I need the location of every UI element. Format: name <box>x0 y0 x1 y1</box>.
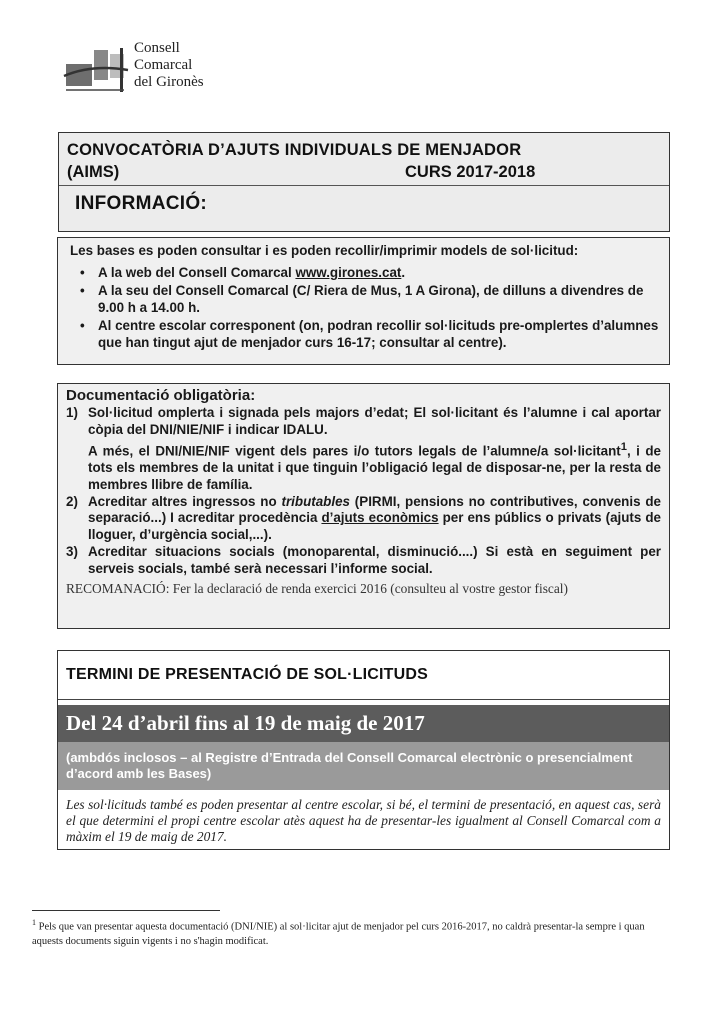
economic-aid-link[interactable]: d’ajuts econòmics <box>321 510 439 526</box>
deadline-dates: Del 24 d’abril fins al 19 de maig de 2017 <box>58 705 669 742</box>
title-divider <box>59 185 669 186</box>
council-logo-text <box>134 40 204 91</box>
deadline-note: Les sol·licituds també es poden presentar al centre escolar, si bé, el termini de presentació, en aquest cas, serà el que determini el propi centre escolar atès aquest ha de presentar-les igualment al Consell Comarcal com a màxim el 19 de maig de 2017. <box>66 797 661 844</box>
logo-line-1: Consell <box>134 40 180 56</box>
info-item-web-prefix: A la web del Consell Comarcal <box>98 265 296 280</box>
documentation-list <box>66 405 661 577</box>
info-list <box>66 264 661 351</box>
documentation-item-2-text-c: per ens públics o privats (ajuts de lloguer, d’urgència social,...). <box>88 510 661 542</box>
info-item-web-suffix: . <box>401 265 406 280</box>
info-item-school: • Al centre escolar corresponent (on, podran recollir sol·licituds pre-omplertes d’alumnes que han tingut ajut de menjador curs 16-17; consultar al centre). <box>66 317 661 351</box>
documentation-title: Documentació obligatòria: <box>66 387 256 404</box>
documentation-item-1 <box>66 405 661 438</box>
documentation-box <box>57 383 670 629</box>
documentation-item-2 <box>66 494 661 543</box>
documentation-item-3-text: Acreditar situacions socials (monoparental, disminució....) Si està en seguiment per serveis socials, també serà necessari l’informe social. <box>88 544 661 576</box>
info-item-web <box>66 264 661 281</box>
footnote-reference: 1 <box>620 441 627 454</box>
logo-line-3: del Gironès <box>134 74 204 90</box>
info-heading: INFORMACIÓ: <box>75 193 208 214</box>
documentation-item-2-text-a: Acreditar altres ingressos no <box>88 493 282 509</box>
documentation-item-1b-text-b: , i de tots els membres de la unitat i que tinguin l’obligació legal de disposar-ne, per la resta de membres llibre de família. <box>88 443 662 492</box>
info-item-office: • A la seu del Consell Comarcal (C/ Riera de Mus, 1 A Girona), de dilluns a divendres de 9.00 h a 14.00 h. <box>66 282 661 316</box>
footnote <box>32 916 662 949</box>
council-logo-mark-icon <box>62 46 132 96</box>
documentation-item-2-text-b: (PIRMI, pensions no contributives, convenis de separació...) I acreditar procedència <box>88 493 662 526</box>
documentation-item-1-text: Sol·licitud omplerta i signada pels majors d’edat; El sol·licitant és l’alumne i cal aportar còpia del DNI/NIE/NIF i indicar IDALU. <box>88 405 661 437</box>
info-intro: Les bases es poden consultar i es poden recollir/imprimir models de sol·licitud: <box>70 243 579 258</box>
footnote-rule <box>32 910 220 911</box>
logo-line-2: Comarcal <box>134 57 193 73</box>
deadline-subtitle: (ambdós inclosos – al Registre d’Entrada del Consell Comarcal electrònic o presencialment d’acord amb les Bases) <box>58 742 669 790</box>
documentation-item-2-italic: tributables <box>281 493 350 509</box>
recommendation-text: RECOMANACIÓ: Fer la declaració de renda exercici 2016 (consulteu al vostre gestor fiscal) <box>66 580 568 596</box>
website-link[interactable]: www.girones.cat <box>295 265 402 280</box>
title-aims: (AIMS) <box>67 163 120 181</box>
title-course: CURS 2017-2018 <box>405 163 536 181</box>
title-line-2 <box>67 163 657 182</box>
documentation-item-2-number: 2) <box>66 493 78 509</box>
footnote-marker: 1 <box>32 918 36 927</box>
documentation-item-3 <box>66 544 661 577</box>
documentation-item-1b-text-a: A més, el DNI/NIE/NIF vigent dels pares i/o tutors legals de l’alumne/a sol·licitant <box>88 443 621 459</box>
documentation-item-1b <box>66 439 661 493</box>
documentation-item-1-number: 1) <box>66 405 78 421</box>
deadline-divider <box>58 699 669 700</box>
footnote-text: Pels que van presentar aquesta documentació (DNI/NIE) al sol·licitar ajut de menjador pel curs 2016-2017, no caldrà presentar-la sempre i quan aquests documents siguin vigents i no s'hagin modificat. <box>32 921 645 947</box>
title-line-1: CONVOCATÒRIA D’AJUTS INDIVIDUALS DE MENJADOR <box>67 141 522 159</box>
documentation-item-3-number: 3) <box>66 544 78 560</box>
info-box <box>57 237 670 365</box>
council-logo <box>62 38 262 102</box>
title-box <box>58 132 670 232</box>
deadline-box <box>57 650 670 850</box>
deadline-title: TERMINI DE PRESENTACIÓ DE SOL·LICITUDS <box>66 666 428 683</box>
